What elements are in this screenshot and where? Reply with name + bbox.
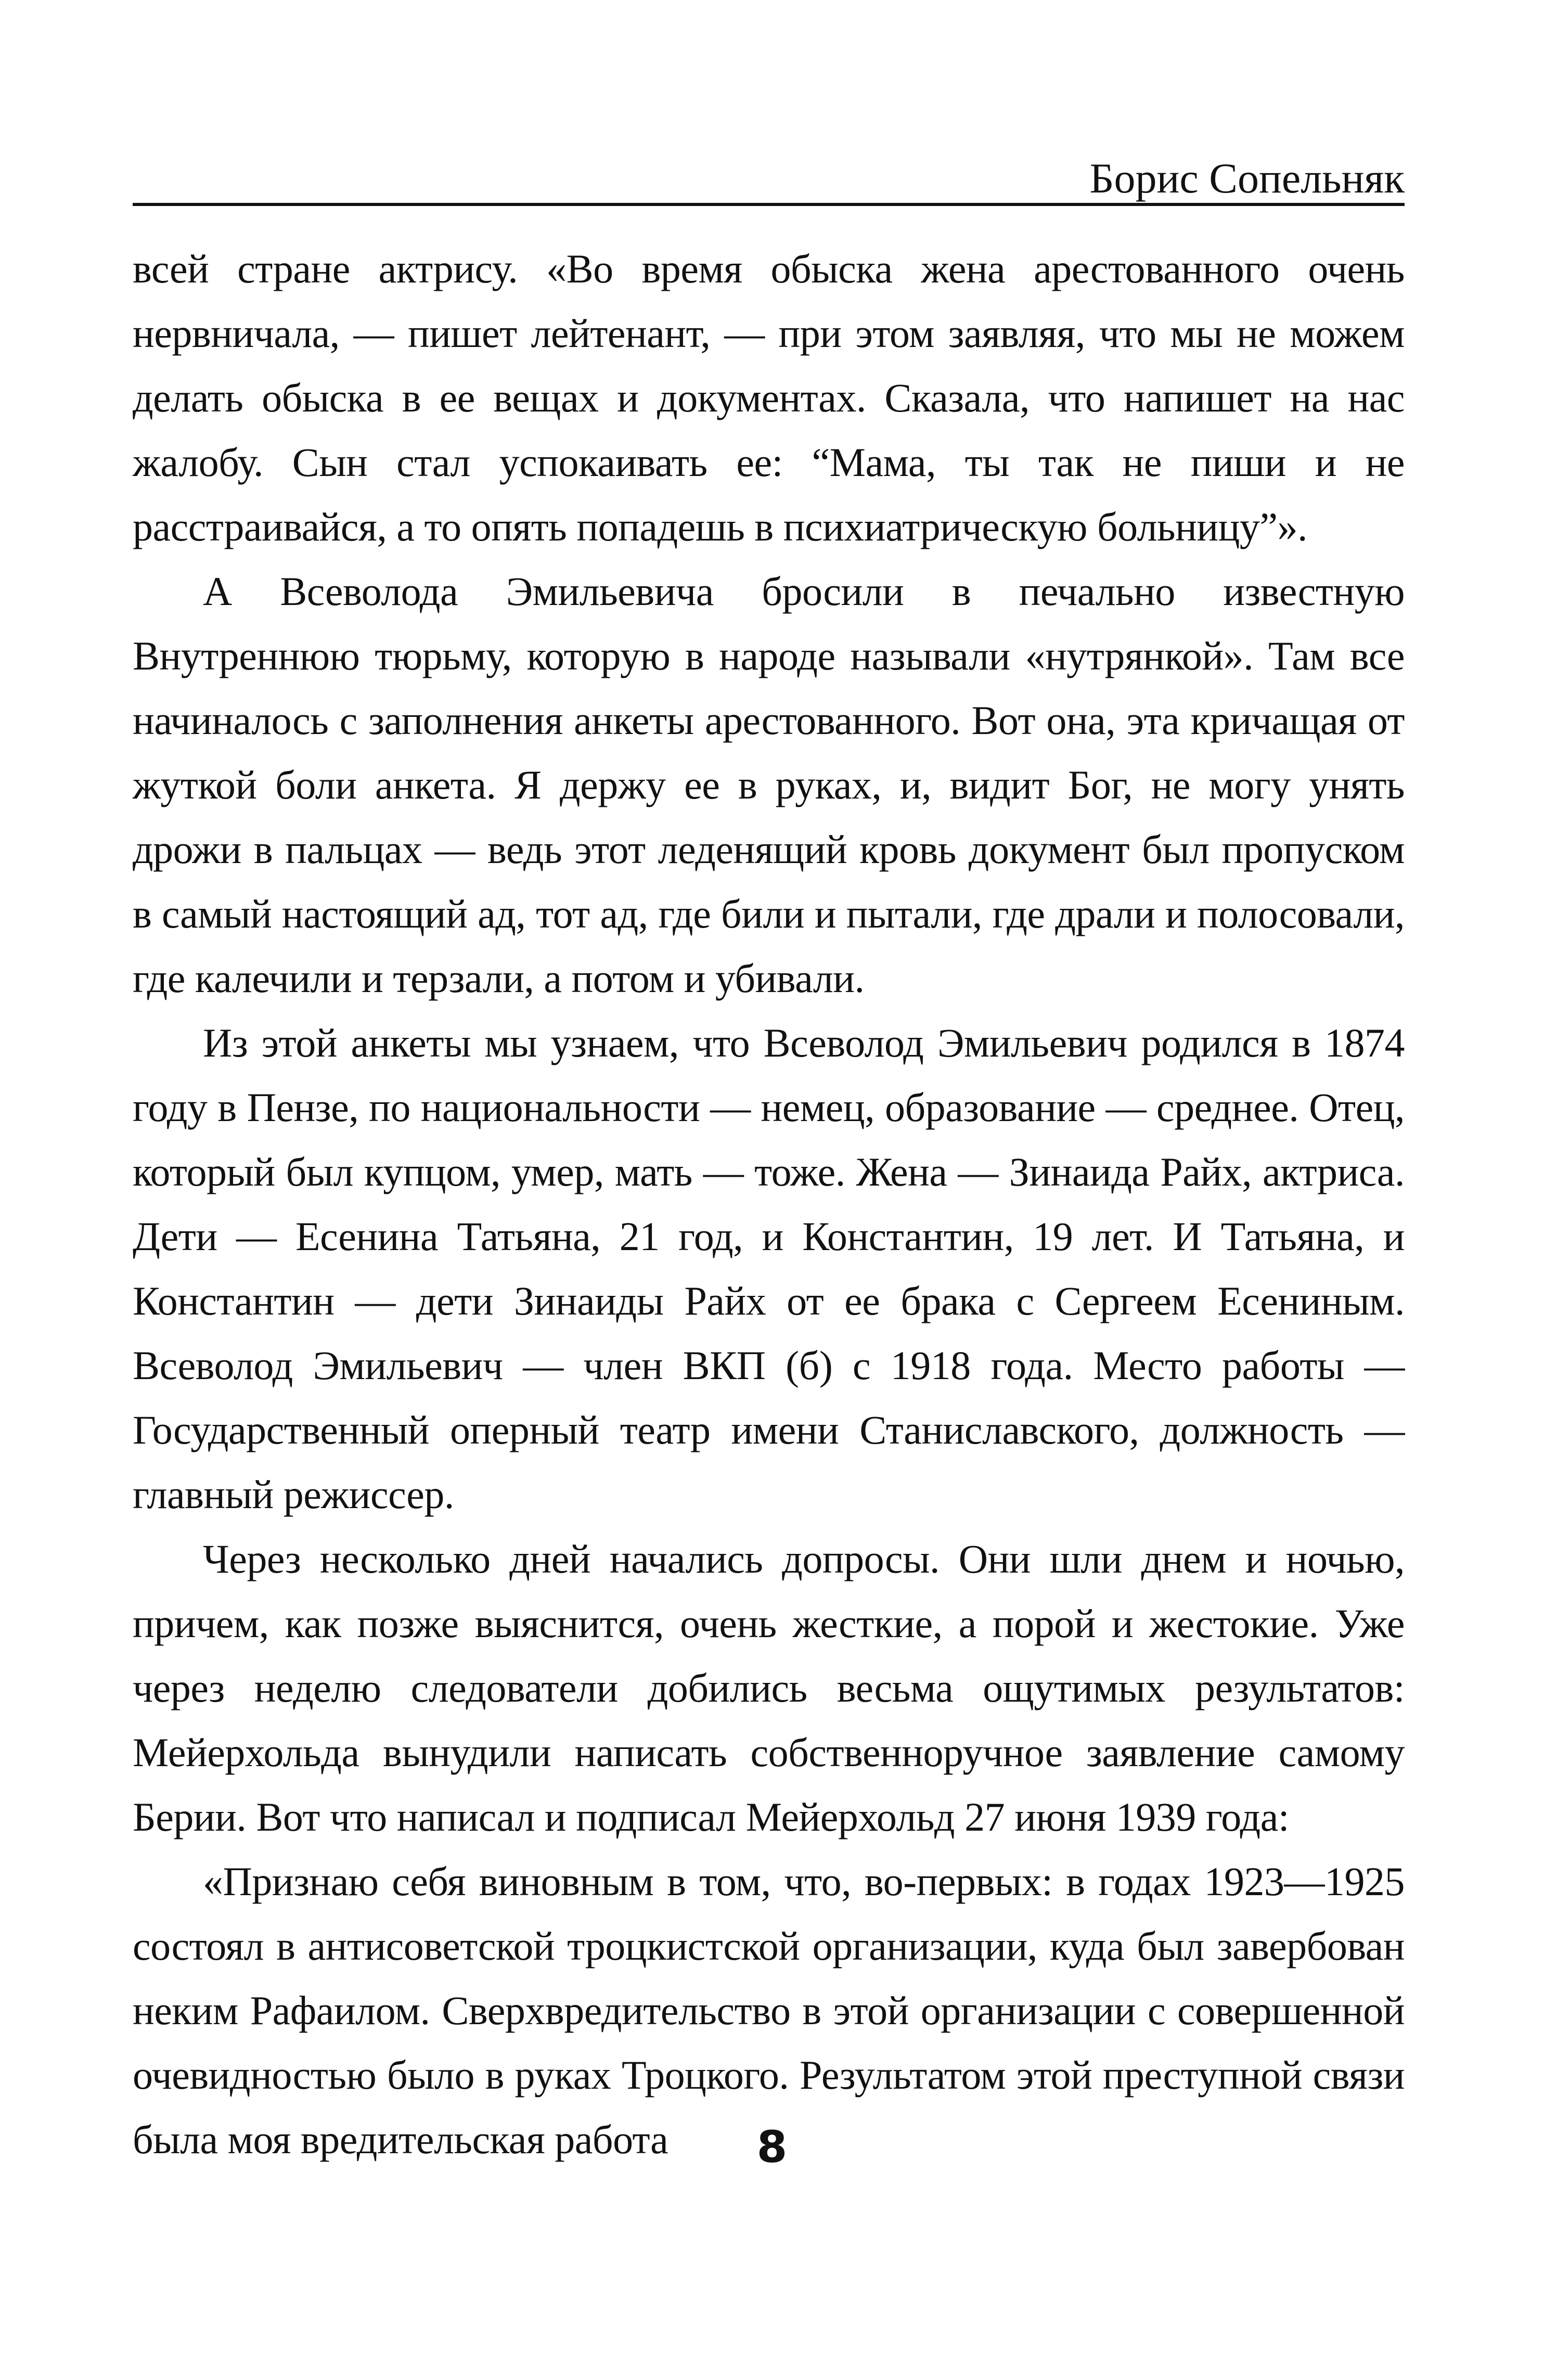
page-number: 8 xyxy=(756,2121,788,2172)
body-text xyxy=(133,237,1405,2172)
running-header-author: Борис Сопельняк xyxy=(1089,155,1405,202)
running-header xyxy=(133,140,1405,206)
paragraph: А Всеволода Эмильевича бросили в печально известную Внутреннюю тюрьму, которую в народе называли «нутрянкой». Там все начиналось с заполнения анкеты арестованного. Вот она, эта кричащая от жуткой боли анкета. Я держу ее в руках, и, видит Бог, не могу унять дрожи в пальцах — ведь этот леденящий кровь документ был пропуском в самый настоящий ад, тот ад, где били и пытали, где драли и полосовали, где калечили и терзали, а потом и убивали. xyxy=(133,569,1405,1001)
paragraph: Из этой анкеты мы узнаем, что Всеволод Эмильевич родился в 1874 году в Пензе, по национальности — немец, образование — среднее. Отец, который был купцом, умер, мать — тоже. Жена — Зинаида Райх, актриса. Дети — Есенина Татьяна, 21 год, и Константин, 19 лет. И Татьяна, и Константин — дети Зинаиды Райх от ее брака с Сергеем Есениным. Всеволод Эмильевич — член ВКП (б) с 1918 года. Место работы — Государственный оперный театр имени Станиславского, должность — главный режиссер. xyxy=(133,1020,1405,1517)
paragraph-quote: «Признаю себя виновным в том, что, во-первых: в годах 1923—1925 состоял в антисоветской троцкистской организации, куда был завербован неким Рафаилом. Сверхвредительство в этой организации с совершенной очевидностью было в руках Троцкого. Результатом этой преступной связи была моя вредительская работа xyxy=(133,1859,1405,2162)
paragraph-continued: всей стране актрису. «Во время обыска жена арестованного очень нервничала, — пишет лейтенант, — при этом заявляя, что мы не можем делать обыска в ее вещах и документах. Сказала, что напишет на нас жалобу. Сын стал успокаивать ее: “Мама, ты так не пиши и не расстраивайся, а то опять попадешь в психиатрическую больницу”». xyxy=(133,246,1405,549)
paragraph: Через несколько дней начались допросы. Они шли днем и ночью, причем, как позже выяснится, очень жесткие, а порой и жестокие. Уже через неделю следователи добились весьма ощутимых результатов: Мейерхольда вынудили написать собственноручное заявление самому Берии. Вот что написал и подписал Мейерхольд 27 июня 1939 года: xyxy=(133,1536,1405,1839)
